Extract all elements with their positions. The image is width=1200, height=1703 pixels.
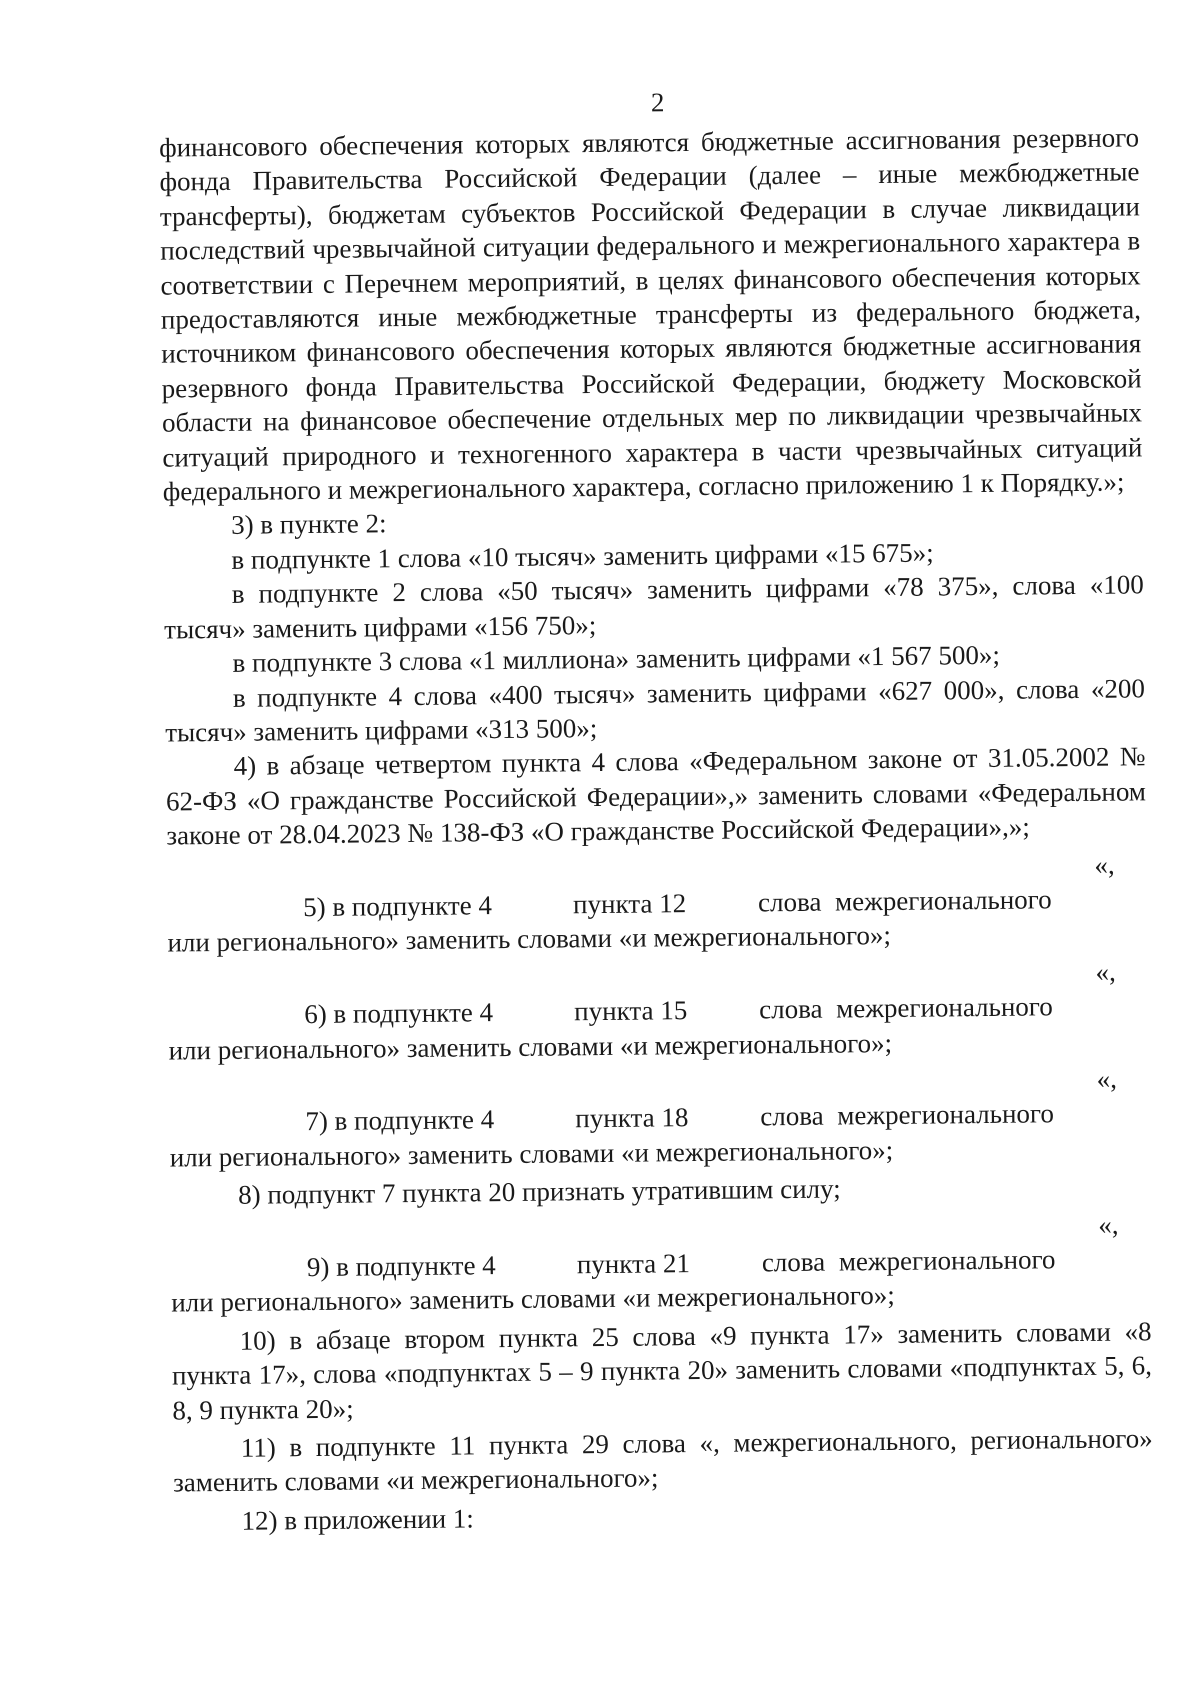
paragraph-item-6 — [168, 954, 1149, 1067]
paragraph-item-5 — [167, 847, 1148, 960]
item-7-rest: или регионального» заменить словами «и межрегионального»; — [169, 1134, 894, 1173]
paragraph-subitem-2: в подпункте 2 слова «50 тысяч» заменить цифрами «78 375», слова «100 тысяч» заменить цифрами «156 750»; — [164, 569, 1144, 645]
item-9-part-a: 9) в подпункте 4 — [306, 1250, 496, 1283]
item-7-part-b: пункта 18 — [575, 1102, 689, 1134]
item-7-part-c: слова — [760, 1101, 824, 1132]
paragraph-continuation: финансового обеспечения которых являются бюджетные ассигнования резервного фонда Правительства Российской Федерации (далее – иные межбюджетные трансферты), бюджетам субъектов Российской Федерации в случае ликвидации последствий чрезвычайной ситуации федерального и межрегионального характера в соответствии с Перечнем мероприятий, в целях финансового обеспечения которых предоставляются иные межбюджетные трансферты из федерального бюджета, источником финансового обеспечения которых являются бюджетные ассигнования резервного фонда Правительства Российской Федерации, бюджету Московской области на финансовое обеспечение отдельных мер по ликвидации чрезвычайных ситуаций природного и техногенного характера в части чрезвычайных ситуаций федерального и межрегионального характера, согласно приложению 1 к Порядку.»; — [158, 122, 1143, 507]
paragraph-item-11: 11) в подпункте 11 пункта 29 слова «, межрегионального, регионального» заменить словами «и межрегионального»; — [172, 1423, 1153, 1498]
item-5-part-a: 5) в подпункте 4 — [302, 890, 493, 923]
paragraph-item-4: 4) в абзаце четвертом пункта 4 слова «Федеральном законе от 31.05.2002 № 62-ФЗ «О гражданстве Российской Федерации»,» заменить словами «Федеральном законе от 28.04.2023 № 138-ФЗ «О гражданстве Российской Федерации»,»; — [165, 741, 1147, 851]
item-5-rest: или регионального» заменить словами «и межрегионального»; — [167, 920, 892, 958]
paragraph-item-7 — [169, 1061, 1150, 1174]
item-7-part-d: «, межрегионального — [837, 1063, 1118, 1131]
page-number: 2 — [650, 87, 665, 118]
paragraph-subitem-1: в подпункте 1 слова «10 тысяч» заменить цифрами «15 675»; — [231, 537, 934, 575]
item-5-part-b: пункта 12 — [572, 888, 687, 920]
item-5-part-c: слова — [757, 886, 822, 918]
item-6-part-d: «, межрегионального — [836, 956, 1116, 1024]
item-9-part-c: слова — [761, 1246, 826, 1278]
document-body — [159, 120, 1154, 1538]
paragraph-subitem-4: в подпункте 4 слова «400 тысяч» заменить цифрами «627 000», слова «200 тысяч» заменить цифрами «313 500»; — [165, 672, 1146, 748]
item-9-part-d: «, межрегионального — [838, 1209, 1119, 1277]
item-7-part-a: 7) в подпункте 4 — [305, 1104, 495, 1137]
item-6-rest: или регионального» заменить словами «и межрегионального»; — [168, 1027, 893, 1066]
paragraph-item-3: 3) в пункте 2: — [230, 508, 387, 541]
item-6-part-b: пункта 15 — [574, 995, 688, 1027]
paragraph-item-10: 10) в абзаце втором пункта 25 слова «9 пункта 17» заменить словами «8 пункта 17», слова «подпунктах 5 – 9 пункта 20» заменить словами «подпунктах 5, 6, 8, 9 пункта 20»; — [171, 1316, 1153, 1426]
item-5-part-d: «, межрегионального — [834, 849, 1115, 917]
item-9-rest: или регионального» заменить словами «и межрегионального»; — [171, 1280, 895, 1318]
paragraph-subitem-3: в подпункте 3 слова «1 миллиона» заменить цифрами «1 567 500»; — [232, 639, 1001, 678]
item-9-part-b: пункта 21 — [576, 1248, 691, 1280]
item-6-part-a: 6) в подпункте 4 — [304, 997, 494, 1030]
paragraph-item-12: 12) в приложении 1: — [241, 1503, 474, 1536]
paragraph-item-8: 8) подпункт 7 пункта 20 признать утратившим силу; — [237, 1173, 841, 1210]
paragraph-item-9 — [170, 1207, 1151, 1320]
item-6-part-c: слова — [759, 993, 823, 1025]
